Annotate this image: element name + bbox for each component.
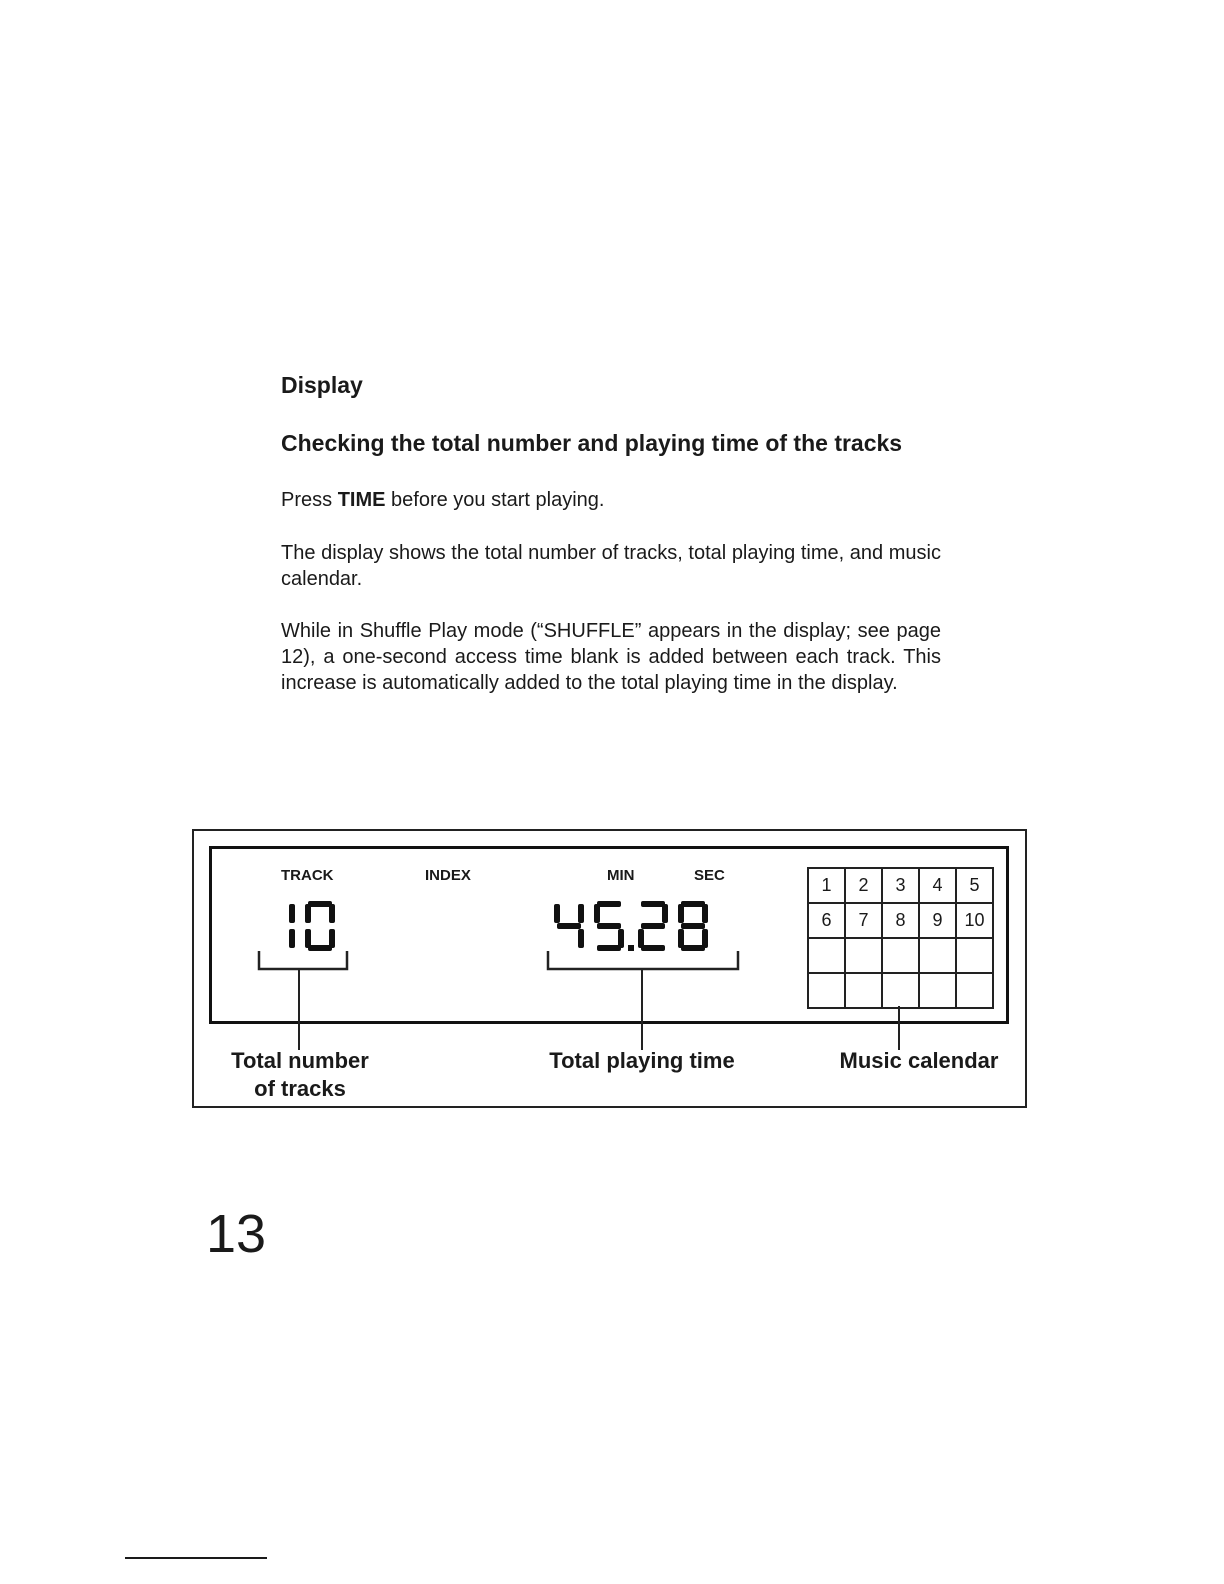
subsection-title: Checking the total number and playing time of the tracks	[281, 430, 903, 456]
leader-line-time	[641, 968, 643, 1050]
paragraph-shuffle-note: While in Shuffle Play mode (“SHUFFLE” appears in the display; see page 12), a one-second access time blank is added between each track. This increase is automatically added to the total playing time in the display.	[281, 620, 941, 694]
calendar-cell: 1	[808, 868, 845, 903]
playing-time-digits	[546, 899, 740, 973]
digit-segment	[681, 923, 705, 929]
music-calendar-grid	[807, 867, 994, 1009]
paragraph-display-shows: The display shows the total number of tracks, total playing time, and music calendar.	[281, 542, 941, 590]
digit-segment	[578, 929, 584, 948]
decimal-point	[628, 945, 634, 951]
calendar-cell: 8	[882, 903, 919, 938]
calendar-cell	[882, 938, 919, 973]
calendar-cell	[956, 938, 993, 973]
digit-segment	[308, 901, 332, 907]
digit-segment	[681, 945, 705, 951]
digit-segment	[597, 923, 621, 929]
digit-segment	[641, 901, 665, 907]
calendar-cell: 7	[845, 903, 882, 938]
label-total-tracks-line2: of tracks	[254, 1076, 346, 1101]
calendar-row	[808, 868, 993, 903]
time-key: TIME	[337, 489, 386, 511]
min-indicator: MIN	[607, 867, 635, 884]
label-total-time: Total playing time	[549, 1048, 735, 1073]
digit-segment	[305, 904, 311, 923]
digit-segment	[578, 904, 584, 923]
calendar-cell	[882, 973, 919, 1008]
calendar-cell: 5	[956, 868, 993, 903]
digit-segment	[662, 904, 668, 923]
calendar-cell: 3	[882, 868, 919, 903]
calendar-row	[808, 973, 993, 1008]
paragraph-press-time	[281, 487, 941, 513]
calendar-cell	[845, 973, 882, 1008]
digit-segment	[702, 904, 708, 923]
digit-segment	[289, 904, 295, 923]
track-count-digits	[257, 899, 349, 973]
digit-segment	[597, 945, 621, 951]
digit-segment	[678, 904, 684, 923]
label-total-tracks-line1: Total number	[231, 1048, 369, 1073]
calendar-cell	[919, 973, 956, 1008]
leader-line-calendar	[898, 1006, 900, 1050]
leader-line-tracks	[298, 968, 300, 1050]
calendar-cell: 4	[919, 868, 956, 903]
track-indicator: TRACK	[281, 867, 334, 884]
p1-pre: Press	[281, 489, 338, 511]
page-number: 13	[206, 1204, 267, 1264]
digit-segment	[641, 945, 665, 951]
digit-segment	[305, 929, 311, 948]
section-title: Display	[281, 372, 363, 398]
calendar-cell: 9	[919, 903, 956, 938]
digit-segment	[557, 923, 581, 929]
calendar-row	[808, 903, 993, 938]
calendar-cell	[808, 973, 845, 1008]
p1-post: before you start playing.	[385, 489, 605, 511]
digit-segment	[597, 901, 621, 907]
digit-segment	[554, 904, 560, 923]
digit-segment	[289, 929, 295, 948]
calendar-row	[808, 938, 993, 973]
calendar-cell: 6	[808, 903, 845, 938]
lcd-panel	[209, 846, 1009, 1024]
digit-segment	[641, 923, 665, 929]
sec-indicator: SEC	[694, 867, 725, 884]
label-total-tracks	[212, 1047, 388, 1103]
label-music-calendar: Music calendar	[839, 1048, 999, 1073]
calendar-cell	[808, 938, 845, 973]
digit-segment	[681, 901, 705, 907]
display-figure	[192, 829, 1027, 1108]
digit-segment	[329, 904, 335, 923]
digit-segment	[594, 904, 600, 923]
index-indicator: INDEX	[425, 867, 471, 884]
calendar-cell	[845, 938, 882, 973]
calendar-cell: 10	[956, 903, 993, 938]
digit-segment	[308, 945, 332, 951]
calendar-cell	[956, 973, 993, 1008]
footer-rule	[125, 1557, 267, 1559]
digit-segment	[678, 929, 684, 948]
calendar-cell: 2	[845, 868, 882, 903]
calendar-cell	[919, 938, 956, 973]
